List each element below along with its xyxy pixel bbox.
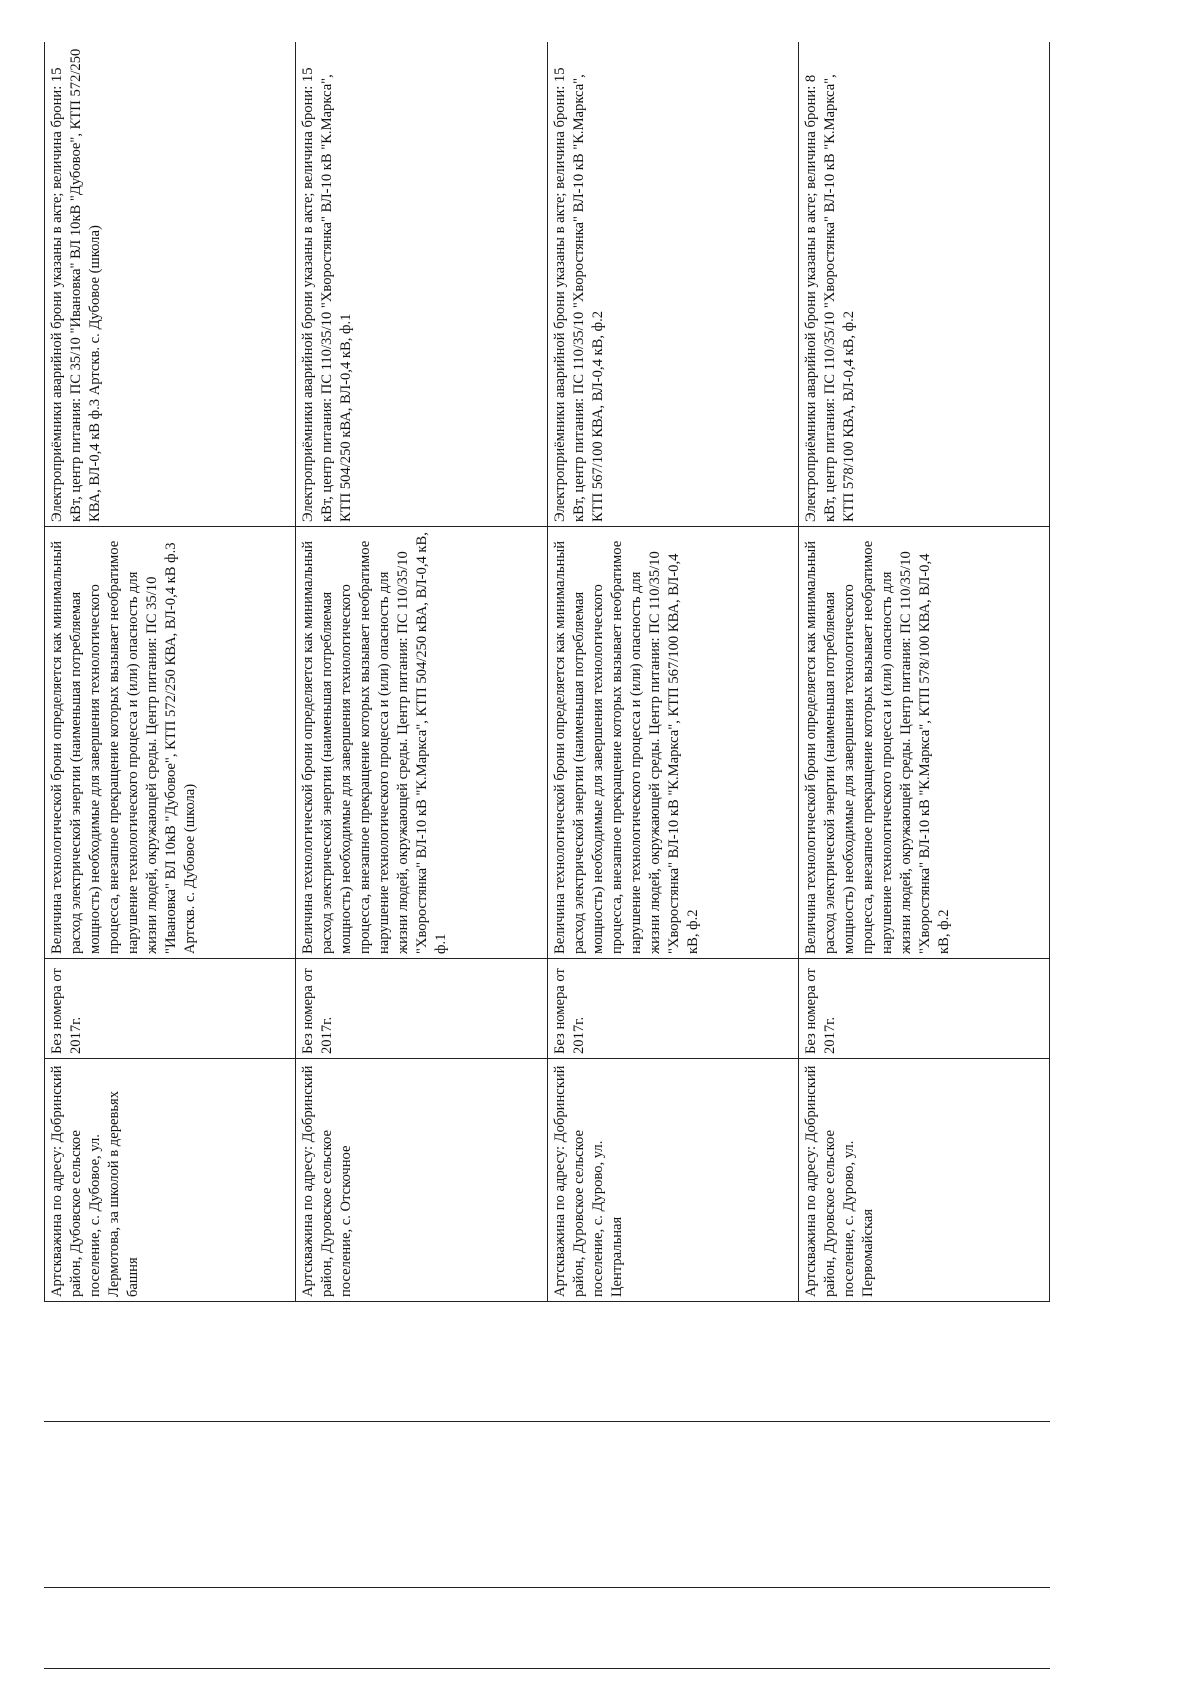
emergency-reserve-cell: Электроприёмники аварийной брони указаны в акте; величина брони: 8 кВт, центр питания: ПС 110/35/10 "Хворостянка" ВЛ-10 кВ "К.Маркса", КТП 578/100 КВА, ВЛ-0,4 кВ, ф.2 [798,42,1049,527]
technological-reserve-cell: Величина технологической брони определяется как минимальный расход электрической энергии (наименьшая потребляемая мощность) необходимые для завершения технологического процесса, внезапное прекращение которых вызывает необратимое нарушение технологического процесса и (или) опасность для жизни людей, окружающей среды. Центр питания: ПС 110/35/10 "Хворостянка" ВЛ-10 кВ "К.Маркса", КТП 578/100 КВА, ВЛ-0,4 кВ, ф.2 [798,527,1049,959]
horizontal-rule [44,1668,1050,1669]
power-reserve-table [44,42,1050,1302]
object-address-cell: Артскважина по адресу: Добринский район, Дуровское сельское поселение, с. Дурово, ул. Центральная [547,1059,798,1302]
technological-reserve-cell: Величина технологической брони определяется как минимальный расход электрической энергии (наименьшая потребляемая мощность) необходимые для завершения технологического процесса, внезапное прекращение которых вызывает необратимое нарушение технологического процесса и (или) опасность для жизни людей, окружающей среды. Центр питания: ПС 35/10 "Ивановка" ВЛ 10кВ "Дубовое", КТП 572/250 КВА, ВЛ-0,4 кВ ф.3 Артскв. с. Дубовое (школа) [45,527,296,959]
reserve-table-container [44,42,1050,1302]
act-number-cell: Без номера от 2017г. [547,959,798,1059]
table-row [798,42,1049,1302]
emergency-reserve-cell: Электроприёмники аварийной брони указаны в акте; величина брони: 15 кВт, центр питания: ПС 110/35/10 "Хворостянка" ВЛ-10 кВ "К.Маркса", КТП 567/100 КВА, ВЛ-0,4 кВ, ф.2 [547,42,798,527]
technological-reserve-cell: Величина технологической брони определяется как минимальный расход электрической энергии (наименьшая потребляемая мощность) необходимые для завершения технологического процесса, внезапное прекращение которых вызывает необратимое нарушение технологического процесса и (или) опасность для жизни людей, окружающей среды. Центр питания: ПС 110/35/10 "Хворостянка" ВЛ-10 кВ "К.Маркса", КТП 504/250 кВА, ВЛ-0,4 кВ, ф.1 [296,527,547,959]
table-row [547,42,798,1302]
act-number-cell: Без номера от 2017г. [45,959,296,1059]
horizontal-rule [44,1421,1050,1422]
emergency-reserve-cell: Электроприёмники аварийной брони указаны в акте; величина брони: 15 кВт, центр питания: ПС 35/10 "Ивановка" ВЛ 10кВ "Дубовое", КТП 572/250 КВА, ВЛ-0,4 кВ ф.3 Артскв. с. Дубовое (школа) [45,42,296,527]
technological-reserve-cell: Величина технологической брони определяется как минимальный расход электрической энергии (наименьшая потребляемая мощность) необходимые для завершения технологического процесса, внезапное прекращение которых вызывает необратимое нарушение технологического процесса и (или) опасность для жизни людей, окружающей среды. Центр питания: ПС 110/35/10 "Хворостянка" ВЛ-10 кВ "К.Маркса", КТП 567/100 КВА, ВЛ-0,4 кВ, ф.2 [547,527,798,959]
table-row [296,42,547,1302]
emergency-reserve-cell: Электроприёмники аварийной брони указаны в акте; величина брони: 15 кВт, центр питания: ПС 110/35/10 "Хворостянка" ВЛ-10 кВ "К.Маркса", КТП 504/250 кВА, ВЛ-0,4 кВ, ф.1 [296,42,547,527]
rotated-page-content [44,42,1050,1302]
act-number-cell: Без номера от 2017г. [798,959,1049,1059]
object-address-cell: Артскважина по адресу: Добринский район, Дуровское сельское поселение, с. Дурово, ул. Первомайская [798,1059,1049,1302]
horizontal-rule [44,1587,1050,1588]
act-number-cell: Без номера от 2017г. [296,959,547,1059]
object-address-cell: Артскважина по адресу: Добринский район, Дубовское сельское поселение, с. Дубовое, ул. Лермотова, за школой в деревьях башня [45,1059,296,1302]
object-address-cell: Артскважина по адресу: Добринский район, Дуровское сельское поселение, с. Отскочное [296,1059,547,1302]
table-row [45,42,296,1302]
